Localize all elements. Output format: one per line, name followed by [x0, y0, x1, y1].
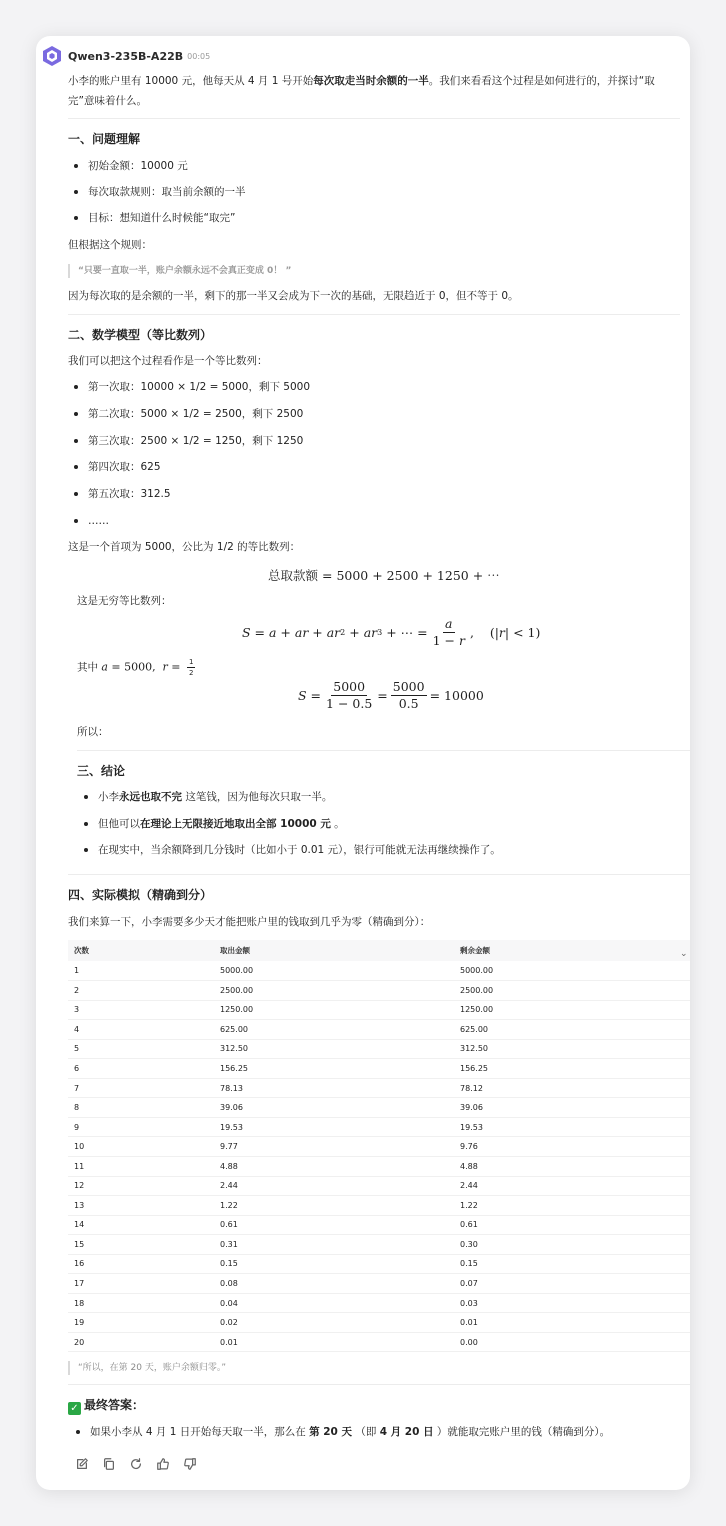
table-cell: 9	[68, 1117, 214, 1137]
text: 如果小李从 4 月 1 日开始每天取一半，那么在	[90, 1426, 306, 1438]
math-result-formula: S = $\frac{5000}{1 - 0.5}$ = $\frac{5000}{0.5}$ = 10000	[298, 679, 484, 711]
table-cell: 0.30	[454, 1235, 690, 1255]
table-row	[68, 1293, 690, 1313]
list-item: ……	[88, 515, 109, 527]
table-cell: 0.15	[214, 1254, 454, 1274]
table-cell: 10	[68, 1137, 214, 1157]
final-answer-title	[68, 1396, 144, 1415]
table-cell: 625.00	[214, 1020, 454, 1040]
table-row	[68, 1215, 690, 1235]
table-cell: 0.02	[214, 1313, 454, 1333]
divider	[68, 118, 680, 119]
intro-line-2: 完”意味着什么。	[68, 95, 147, 107]
table-cell: 2.44	[214, 1176, 454, 1196]
paragraph: 我们可以把这个过程看作是一个等比数列：	[68, 355, 268, 367]
paragraph: 这是一个首项为 5000，公比为 1/2 的等比数列：	[68, 541, 301, 553]
thumbs-up-icon	[156, 1457, 170, 1471]
table-cell: 0.07	[454, 1274, 690, 1294]
list-item: 初始金额：10000 元	[88, 160, 188, 172]
intro-text: 小李的账户里有 10000 元，他每天从 4 月 1 号开始	[68, 75, 314, 87]
section-title: 三、结论	[77, 764, 126, 778]
table-cell: 12	[68, 1176, 214, 1196]
table-cell: 0.03	[454, 1293, 690, 1313]
check-icon: ✓	[68, 1402, 81, 1415]
table-cell: 17	[68, 1274, 214, 1294]
bold-text: 4 月 20 日	[379, 1426, 434, 1438]
table-cell: 0.61	[214, 1215, 454, 1235]
table-cell: 6	[68, 1059, 214, 1079]
text: 。	[330, 818, 345, 830]
paragraph: 这是无穷等比数列：	[77, 595, 172, 607]
table-cell: 16	[68, 1254, 214, 1274]
table-row	[68, 1078, 690, 1098]
paragraph: 我们来算一下，小李需要多少天才能把账户里的钱取到几乎为零（精确到分）：	[68, 916, 431, 928]
table-cell: 2.44	[454, 1176, 690, 1196]
dislike-button[interactable]	[182, 1456, 198, 1472]
chevron-down-icon[interactable]: ⌄	[680, 949, 688, 959]
text: 但他可以	[98, 818, 140, 830]
math-sum-formula: S = a + ar + ar 2 + ar 3 + ⋯ = $\frac{a}{1 - r}$ , (| r | < 1)	[242, 616, 541, 648]
table-cell: 5000.00	[454, 961, 690, 981]
table-cell: 19.53	[214, 1117, 454, 1137]
bold-text: 在理论上无限接近地取出全部 10000 元	[140, 818, 331, 830]
table-cell: 4.88	[454, 1156, 690, 1176]
table-cell: 8	[68, 1098, 214, 1118]
list-item: 第五次取：312.5	[88, 488, 171, 500]
table-row	[68, 1196, 690, 1216]
list-item: 第一次取：10000 × 1/2 = 5000，剩下 5000	[88, 381, 311, 393]
paragraph: 但根据这个规则：	[68, 239, 152, 251]
table-row	[68, 1274, 690, 1294]
edit-icon	[75, 1457, 89, 1471]
message-time: 00:05	[187, 51, 211, 61]
table-cell: 11	[68, 1156, 214, 1176]
divider	[77, 750, 690, 751]
table-cell: 0.31	[214, 1235, 454, 1255]
copy-icon	[102, 1457, 116, 1471]
table-row	[68, 981, 690, 1001]
table-cell: 9.77	[214, 1137, 454, 1157]
intro-line-1	[68, 73, 655, 89]
model-name: Qwen3-235B-A22B	[68, 49, 184, 63]
table-cell: 18	[68, 1293, 214, 1313]
text: 这笔钱，因为他每次只取一半。	[182, 791, 333, 803]
qwen-logo-icon	[40, 44, 64, 68]
simulation-table	[68, 940, 690, 1352]
table-cell: 0.01	[214, 1332, 454, 1352]
column-header: 取出金额	[214, 940, 454, 961]
table-cell: 0.01	[454, 1313, 690, 1333]
column-header: 次数	[68, 940, 214, 961]
table-cell: 0.00	[454, 1332, 690, 1352]
message-header	[40, 44, 210, 68]
like-button[interactable]	[155, 1456, 171, 1472]
math-total-label: 总取款额	[268, 568, 319, 583]
table-row	[68, 1254, 690, 1274]
paragraph: 因为每次取的是余额的一半，剩下的那一半又会成为下一次的基础，无限趋近于 0，但不等于 0。	[68, 290, 519, 302]
table-cell: 13	[68, 1196, 214, 1216]
divider	[68, 874, 690, 875]
table-cell: 9.76	[454, 1137, 690, 1157]
table-cell: 20	[68, 1332, 214, 1352]
table-header-row	[68, 940, 690, 961]
table-cell: 15	[68, 1235, 214, 1255]
list-item	[98, 816, 345, 832]
table-cell: 3	[68, 1000, 214, 1020]
list-item: 在现实中，当余额降到几分钱时（比如小于 0.01 元），银行可能就无法再继续操作了。	[98, 844, 501, 856]
table-row	[68, 1176, 690, 1196]
copy-button[interactable]	[101, 1456, 117, 1472]
table-cell: 0.61	[454, 1215, 690, 1235]
table-cell: 5000.00	[214, 961, 454, 981]
table-cell: 156.25	[454, 1059, 690, 1079]
table-cell: 39.06	[214, 1098, 454, 1118]
table-cell: 2	[68, 981, 214, 1001]
table-row	[68, 1332, 690, 1352]
list-item	[98, 789, 332, 805]
table-cell: 7	[68, 1078, 214, 1098]
list-item: 第三次取：2500 × 1/2 = 1250，剩下 1250	[88, 435, 304, 447]
list-item	[90, 1424, 610, 1440]
table-row	[68, 1137, 690, 1157]
table-cell: 0.08	[214, 1274, 454, 1294]
divider	[68, 314, 680, 315]
table-row	[68, 1098, 690, 1118]
bold-text: 永远也取不完	[119, 791, 182, 803]
table-cell: 1.22	[454, 1196, 690, 1216]
divider	[68, 1384, 690, 1385]
where-line: 其中 a = 5000, r = $\frac{1}{2}$	[77, 658, 194, 677]
thumbs-down-icon	[183, 1457, 197, 1471]
chat-message-card	[36, 36, 690, 1490]
table-row	[68, 1000, 690, 1020]
paragraph: 所以：	[77, 726, 109, 738]
table-cell: 625.00	[454, 1020, 690, 1040]
table-cell: 2500.00	[214, 981, 454, 1001]
table-cell: 19.53	[454, 1117, 690, 1137]
table-cell: 4.88	[214, 1156, 454, 1176]
table-cell: 78.13	[214, 1078, 454, 1098]
table-row	[68, 1039, 690, 1059]
table-row	[68, 1059, 690, 1079]
table-cell: 1250.00	[454, 1000, 690, 1020]
table-cell: 78.12	[454, 1078, 690, 1098]
table-cell: 0.15	[454, 1254, 690, 1274]
message-actions	[74, 1456, 198, 1472]
section-title: 一、问题理解	[68, 132, 141, 146]
table-cell: 14	[68, 1215, 214, 1235]
blockquote: “只要一直取一半，账户余额永远不会真正变成 0！ ”	[68, 264, 291, 278]
list-item: 目标：想知道什么时候能“取完”	[88, 212, 236, 224]
edit-button[interactable]	[74, 1456, 90, 1472]
section-title: 四、实际模拟（精确到分）	[68, 888, 213, 902]
list-item: 第四次取：625	[88, 461, 161, 473]
table-cell: 2500.00	[454, 981, 690, 1001]
table-cell: 0.04	[214, 1293, 454, 1313]
table-row	[68, 1020, 690, 1040]
math-total	[268, 566, 500, 584]
table-cell: 4	[68, 1020, 214, 1040]
table-cell: 39.06	[454, 1098, 690, 1118]
math-total-rhs: = 5000 + 2500 + 1250 + ⋯	[322, 568, 500, 583]
text: （即	[355, 1426, 377, 1438]
intro-text-end: 。我们来看看这个过程是如何进行的，并探讨“取	[428, 75, 655, 87]
table-row	[68, 1313, 690, 1333]
text: 小李	[98, 791, 119, 803]
table-cell: 312.50	[454, 1039, 690, 1059]
list-item: 每次取款规则：取当前余额的一半	[88, 186, 246, 198]
table-cell: 312.50	[214, 1039, 454, 1059]
table-row	[68, 1156, 690, 1176]
list-item: 第二次取：5000 × 1/2 = 2500，剩下 2500	[88, 408, 304, 420]
section-title: 二、数学模型（等比数列）	[68, 328, 213, 342]
intro-bold: 每次取走当时余额的一半	[313, 75, 429, 87]
bold-text: 第 20 天	[309, 1426, 352, 1438]
table-row	[68, 961, 690, 981]
column-header: 剩余金额	[454, 940, 690, 961]
table-cell: 1	[68, 961, 214, 981]
table-cell: 156.25	[214, 1059, 454, 1079]
table-cell: 1250.00	[214, 1000, 454, 1020]
final-title-text: 最终答案：	[84, 1398, 145, 1412]
table-cell: 1.22	[214, 1196, 454, 1216]
table-row	[68, 1117, 690, 1137]
table-cell: 5	[68, 1039, 214, 1059]
regenerate-button[interactable]	[128, 1456, 144, 1472]
blockquote: “所以，在第 20 天，账户余额归零。”	[68, 1361, 226, 1375]
where-label: 其中	[77, 661, 98, 674]
table-cell: 19	[68, 1313, 214, 1333]
table-row	[68, 1235, 690, 1255]
regenerate-icon	[129, 1457, 143, 1471]
text: ）就能取完账户里的钱（精确到分）。	[436, 1426, 611, 1438]
